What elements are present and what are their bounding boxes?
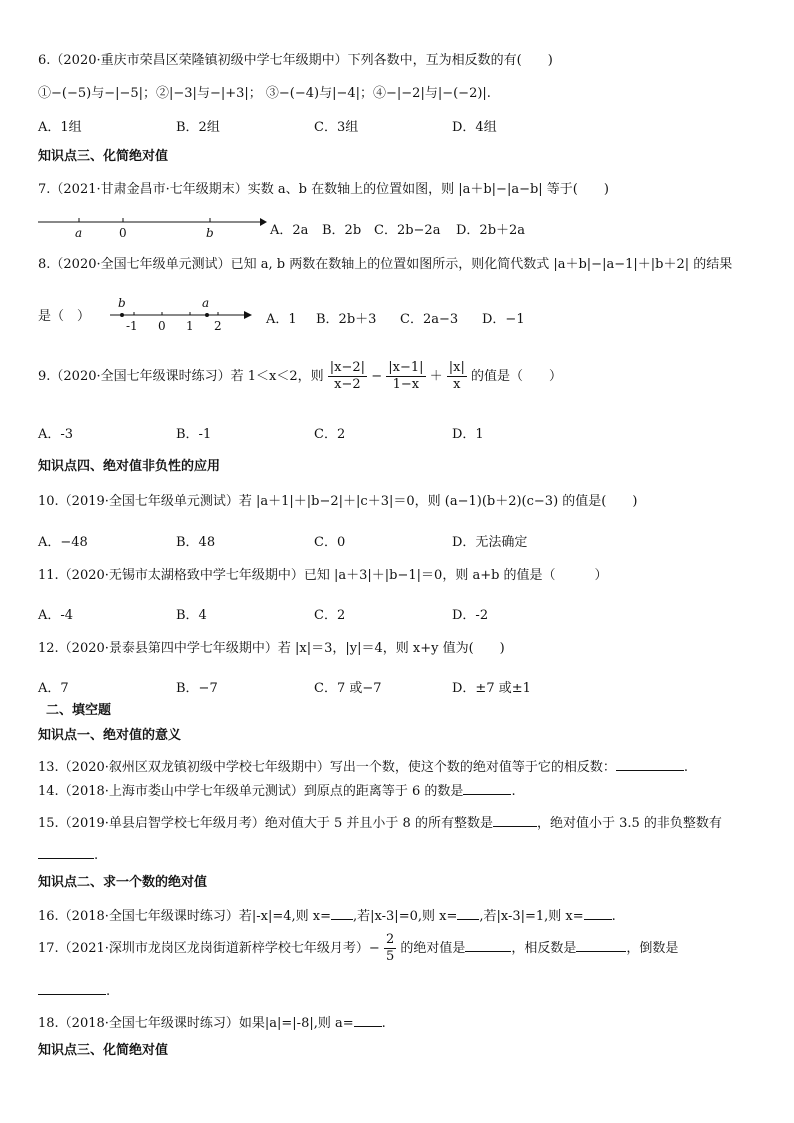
q17-answer-blank-1[interactable]	[465, 937, 511, 952]
q8-tick-label-2: 2	[214, 319, 222, 333]
q12-option-a[interactable]: A．7	[38, 681, 69, 696]
q7-option-c[interactable]: C．2b−2a	[374, 223, 441, 238]
q18-period: .	[381, 1016, 386, 1031]
q8-point-a	[205, 313, 209, 317]
q9-prefix: 9.（2020·全国七年级课时练习）若 1＜x＜2，则	[38, 369, 324, 384]
q17-text-d: ，倒数是	[626, 941, 679, 956]
q11-option-a[interactable]: A．-4	[38, 608, 74, 623]
q9-option-a[interactable]: A．-3	[38, 427, 74, 442]
section-title-1: 知识点一、绝对值的意义	[38, 728, 182, 743]
q8-option-c[interactable]: C．2a−3	[400, 312, 459, 327]
q7-option-b[interactable]: B．2b	[322, 223, 362, 238]
q7-label-a: a	[75, 226, 83, 240]
q7-label-b: b	[206, 226, 214, 240]
q16-text-a: 16.（2018·全国七年级课时练习）若|-x|=4,则 x=	[38, 909, 332, 924]
q9-stem	[38, 359, 562, 395]
q14	[38, 780, 516, 801]
q7-option-d[interactable]: D．2b＋2a	[456, 223, 526, 238]
q9-fraction-2: $\frac{|x-1|}{1-x}$	[388, 360, 424, 392]
q6-stem: 6.（2020·重庆市荣昌区荣隆镇初级中学七年级期中）下列各数中，互为相反数的有( )	[38, 53, 553, 68]
q18-text: 18.（2018·全国七年级课时练习）如果|a|=|-8|,则 a=	[38, 1016, 354, 1031]
q8-label-b: b	[118, 296, 126, 310]
q9-fraction-1: $\frac{|x-2|}{x-2}$	[329, 360, 366, 392]
q17-line1	[38, 931, 678, 967]
q13-period: .	[683, 760, 689, 775]
q14-period: .	[511, 784, 516, 799]
q17-text-c: ，相反数是	[511, 941, 577, 956]
q10-option-d[interactable]: D．无法确定	[452, 535, 528, 550]
q9-suffix: 的值是（ ）	[471, 369, 563, 384]
q9-option-d[interactable]: D．1	[452, 427, 484, 442]
q17-answer-blank-2[interactable]	[576, 937, 626, 952]
q18	[38, 1012, 386, 1033]
q15-line1	[38, 812, 722, 833]
q7-stem: 7.（2021·甘肃金昌市·七年级期末）实数 a、b 在数轴上的位置如图，则 |a＋b|−|a−b| 等于( )	[38, 182, 609, 197]
q9-minus: −	[371, 369, 383, 384]
q16	[38, 905, 616, 926]
q17-answer-blank-3[interactable]	[38, 980, 106, 995]
q9-fraction-3: $\frac{|x|}{x}$	[448, 360, 465, 392]
q15-answer-blank-1[interactable]	[493, 812, 537, 827]
q15-text-b: ，绝对值小于 3.5 的非负整数有	[536, 816, 722, 831]
q17-fraction: $\frac{2}{5}$	[385, 932, 395, 964]
q13	[38, 756, 688, 777]
q10-stem: 10.（2019·全国七年级单元测试）若 |a＋1|＋|b−2|＋|c＋3|＝0，则 (a−1)(b＋2)(c−3) 的值是( )	[38, 494, 638, 509]
q8-option-d[interactable]: D．−1	[482, 312, 525, 327]
section-title-4: 知识点四、绝对值非负性的应用	[38, 459, 221, 474]
q10-option-c[interactable]: C．0	[314, 535, 346, 550]
q15-text-a: 15.（2019·单县启智学校七年级月考）绝对值大于 5 并且小于 8 的所有整数是	[38, 816, 493, 831]
q17-text-a: 17.（2021·深圳市龙岗区龙岗街道新梓学校七年级月考）−	[38, 941, 380, 956]
q13-answer-blank[interactable]	[616, 756, 684, 771]
section-title-3: 知识点三、化简绝对值	[38, 149, 169, 164]
q8-point-b	[120, 313, 124, 317]
part-2-title: 二、填空题	[46, 703, 112, 718]
q16-text-b: ,若|x-3|=0,则 x=	[353, 909, 458, 924]
q8-stem: 8.（2020·全国七年级单元测试）已知 a, b 两数在数轴上的位置如图所示，则化简代数式 |a＋b|−|a−1|＋|b＋2| 的结果	[38, 257, 733, 272]
q12-option-c[interactable]: C．7 或−7	[314, 681, 382, 696]
q18-answer-blank[interactable]	[354, 1012, 382, 1027]
q14-answer-blank[interactable]	[463, 780, 511, 795]
q15-answer-blank-2[interactable]	[38, 844, 94, 859]
q12-option-d[interactable]: D．±7 或±1	[452, 681, 531, 696]
q7-number-line	[36, 212, 268, 242]
q12-stem: 12.（2020·景泰县第四中学七年级期中）若 |x|＝3，|y|＝4，则 x+y 值为( )	[38, 641, 505, 656]
q8-option-a[interactable]: A．1	[266, 312, 297, 327]
q17-period: .	[106, 984, 111, 999]
q7-option-a[interactable]: A．2a	[270, 223, 309, 238]
q11-option-c[interactable]: C．2	[314, 608, 346, 623]
q16-text-c: ,若|x-3|=1,则 x=	[479, 909, 584, 924]
q6-option-d[interactable]: D．4组	[452, 120, 497, 135]
q6-option-b[interactable]: B．2组	[176, 120, 220, 135]
q11-stem: 11.（2020·无锡市太湖格致中学七年级期中）已知 |a＋3|＋|b−1|＝0，则 a+b 的值是（ ）	[38, 568, 608, 583]
q13-text: 13.（2020·叙州区双龙镇初级中学校七年级期中）写出一个数，使这个数的绝对值等于它的相反数：	[38, 760, 616, 775]
q8-tick-label-1: 1	[186, 319, 194, 333]
q8-label-a: a	[202, 296, 210, 310]
q16-answer-blank-1[interactable]	[331, 905, 353, 920]
q10-option-a[interactable]: A．−48	[38, 535, 88, 550]
q9-option-b[interactable]: B．-1	[176, 427, 212, 442]
q16-period: .	[611, 909, 616, 924]
q7-axis-arrow	[260, 218, 267, 226]
q15-line2	[38, 844, 98, 865]
q17-line2	[38, 980, 110, 1001]
q6-items: ①−(−5)与−|−5|；②|−3|与−|+3|； ③−(−4)与|−4|；④−|−2|与|−(−2)|.	[38, 86, 491, 101]
q8-axis-arrow	[244, 311, 252, 319]
q8-number-line	[104, 294, 256, 334]
q11-option-b[interactable]: B．4	[176, 608, 207, 623]
q9-plus: ＋	[429, 369, 443, 384]
q15-period: .	[94, 848, 99, 863]
q8-tick-label-0: 0	[158, 319, 166, 333]
q12-option-b[interactable]: B．−7	[176, 681, 218, 696]
q6-option-a[interactable]: A．1组	[38, 120, 82, 135]
q11-option-d[interactable]: D．-2	[452, 608, 489, 623]
q16-answer-blank-2[interactable]	[457, 905, 479, 920]
q7-label-0: 0	[119, 226, 127, 240]
q10-option-b[interactable]: B．48	[176, 535, 216, 550]
q8-lead: 是（ ）	[38, 309, 91, 324]
q8-tick-label-neg1: -1	[126, 319, 138, 333]
q16-answer-blank-3[interactable]	[584, 905, 612, 920]
q14-text: 14.（2018·上海市娄山中学七年级单元测试）到原点的距离等于 6 的数是	[38, 784, 464, 799]
q17-text-b: 的绝对值是	[400, 941, 466, 956]
q9-option-c[interactable]: C．2	[314, 427, 346, 442]
q8-option-b[interactable]: B．2b＋3	[316, 312, 377, 327]
section-title-2: 知识点二、求一个数的绝对值	[38, 875, 208, 890]
q6-option-c[interactable]: C．3组	[314, 120, 359, 135]
section-title-3b: 知识点三、化简绝对值	[38, 1043, 169, 1058]
